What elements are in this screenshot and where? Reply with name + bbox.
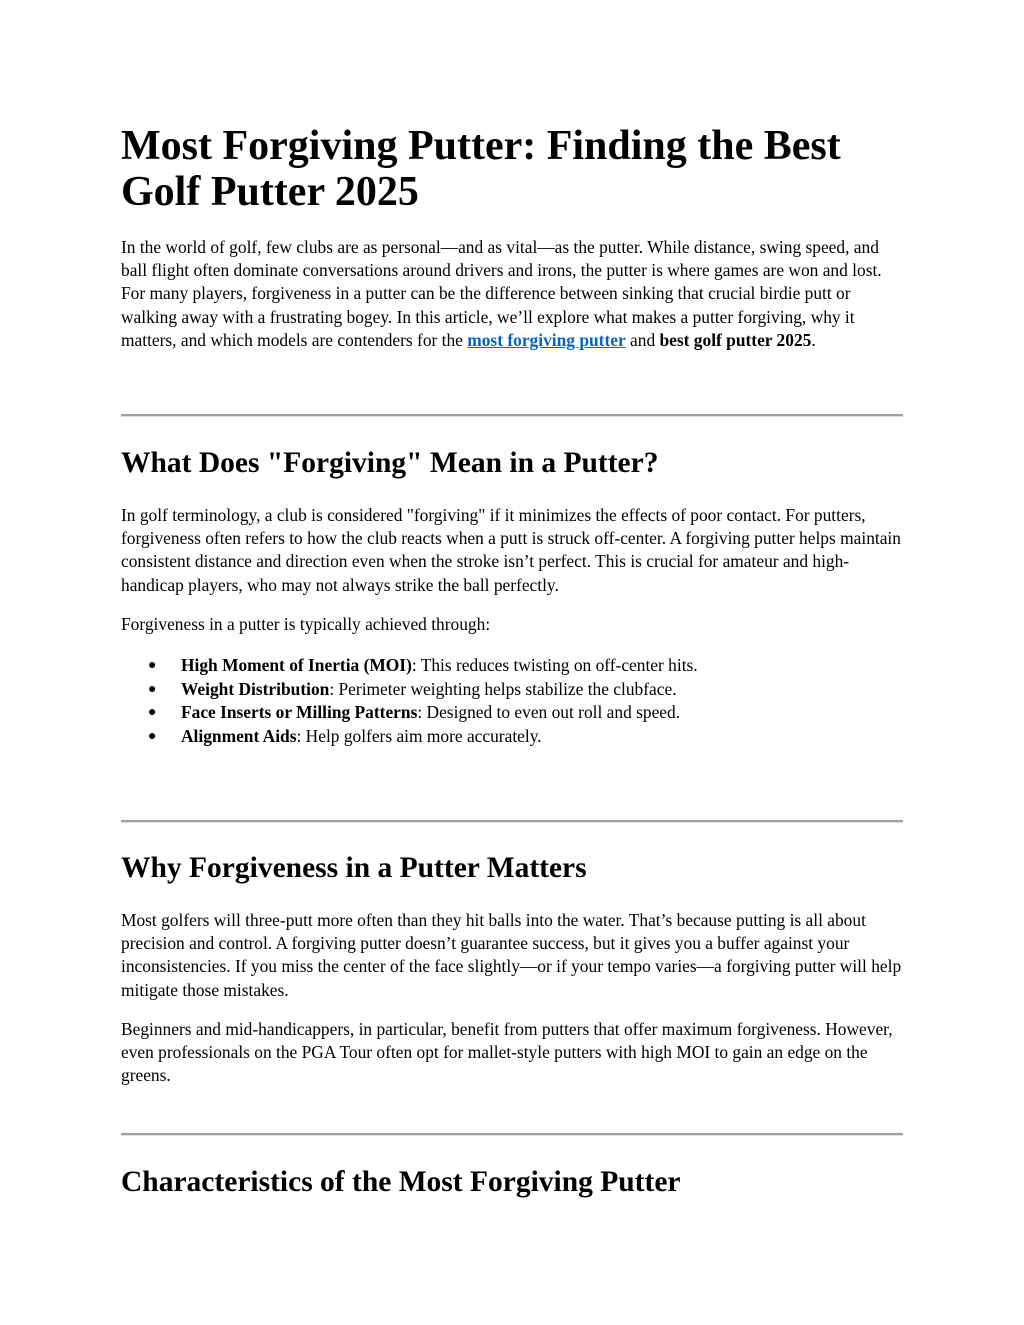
forgiveness-features-list [121, 654, 903, 748]
list-item-desc: : Perimeter weighting helps stabilize the clubface. [329, 678, 677, 699]
list-item-desc: : Help golfers aim more accurately. [296, 725, 542, 746]
section-heading-characteristics: Characteristics of the Most Forgiving Putter [121, 1166, 681, 1198]
intro-section [121, 236, 903, 352]
intro-text-between: and [625, 329, 660, 350]
divider-2 [121, 820, 903, 823]
list-item-term: Face Inserts or Milling Patterns [181, 702, 418, 723]
list-item-term: High Moment of Inertia (MOI) [181, 655, 412, 676]
list-item-term: Alignment Aids [181, 725, 297, 746]
divider-1 [121, 414, 903, 417]
intro-paragraph [121, 236, 903, 352]
page-title: Most Forgiving Putter: Finding the Best Golf Putter 2025 [121, 123, 841, 215]
bullet-icon: ● [148, 658, 157, 674]
list-item-desc: : Designed to even out roll and speed. [417, 702, 681, 723]
list-item-term: Weight Distribution [181, 678, 330, 699]
section-heading-forgiving-meaning: What Does "Forgiving" Mean in a Putter? [121, 447, 659, 479]
intro-text: In the world of golf, few clubs are as personal—and as vital—as the putter. While distance, swing speed, and ball flight often dominate conversations around drivers and irons, the putter is where games are won and lost. For many players, forgiveness in a putter can be the difference between sinking that crucial birdie putt or walking away with a frustrating bogey. In this article, we’ll explore what makes a putter forgiving, why it matters, and which models are contenders for the [121, 237, 882, 350]
section1-paragraph2: Forgiveness in a putter is typically achieved through: [121, 613, 491, 634]
section1-paragraph1: In golf terminology, a club is considered "forgiving" if it minimizes the effects of poor contact. For putters, forgiveness often refers to how the club reacts when a putt is struck off-center. A forgiving putter helps maintain consistent distance and direction even when the stroke isn’t perfect. This is crucial for amateur and high-handicap players, who may not always strike the ball perfectly. [121, 505, 901, 595]
bullet-icon: ● [148, 705, 157, 721]
section2-paragraph2: Beginners and mid-handicappers, in particular, benefit from putters that offer maximum forgiveness. However, even professionals on the PGA Tour often opt for mallet-style putters with high MOI to gain an edge on the greens. [121, 1018, 893, 1086]
intro-text-end: . [811, 329, 816, 350]
section-heading-why-matters: Why Forgiveness in a Putter Matters [121, 852, 587, 884]
bullet-icon: ● [148, 728, 157, 744]
section-why-matters [121, 909, 903, 1087]
section2-paragraph1: Most golfers will three-putt more often than they hit balls into the water. That’s because putting is all about precision and control. A forgiving putter doesn’t guarantee success, but it gives you a buffer against your inconsistencies. If you miss the center of the face slightly—or if your tempo varies—a forgiving putter will help mitigate those mistakes. [121, 910, 902, 1000]
most-forgiving-putter-link[interactable]: most forgiving putter [467, 329, 626, 350]
list-item [121, 654, 903, 678]
bullet-icon: ● [148, 681, 157, 697]
intro-bold-text: best golf putter 2025 [659, 329, 812, 350]
list-item [121, 725, 903, 749]
list-item-desc: : This reduces twisting on off-center hits. [411, 655, 698, 676]
divider-3 [121, 1133, 903, 1136]
list-item [121, 678, 903, 702]
list-item [121, 701, 903, 725]
section-forgiving-meaning [121, 504, 903, 748]
